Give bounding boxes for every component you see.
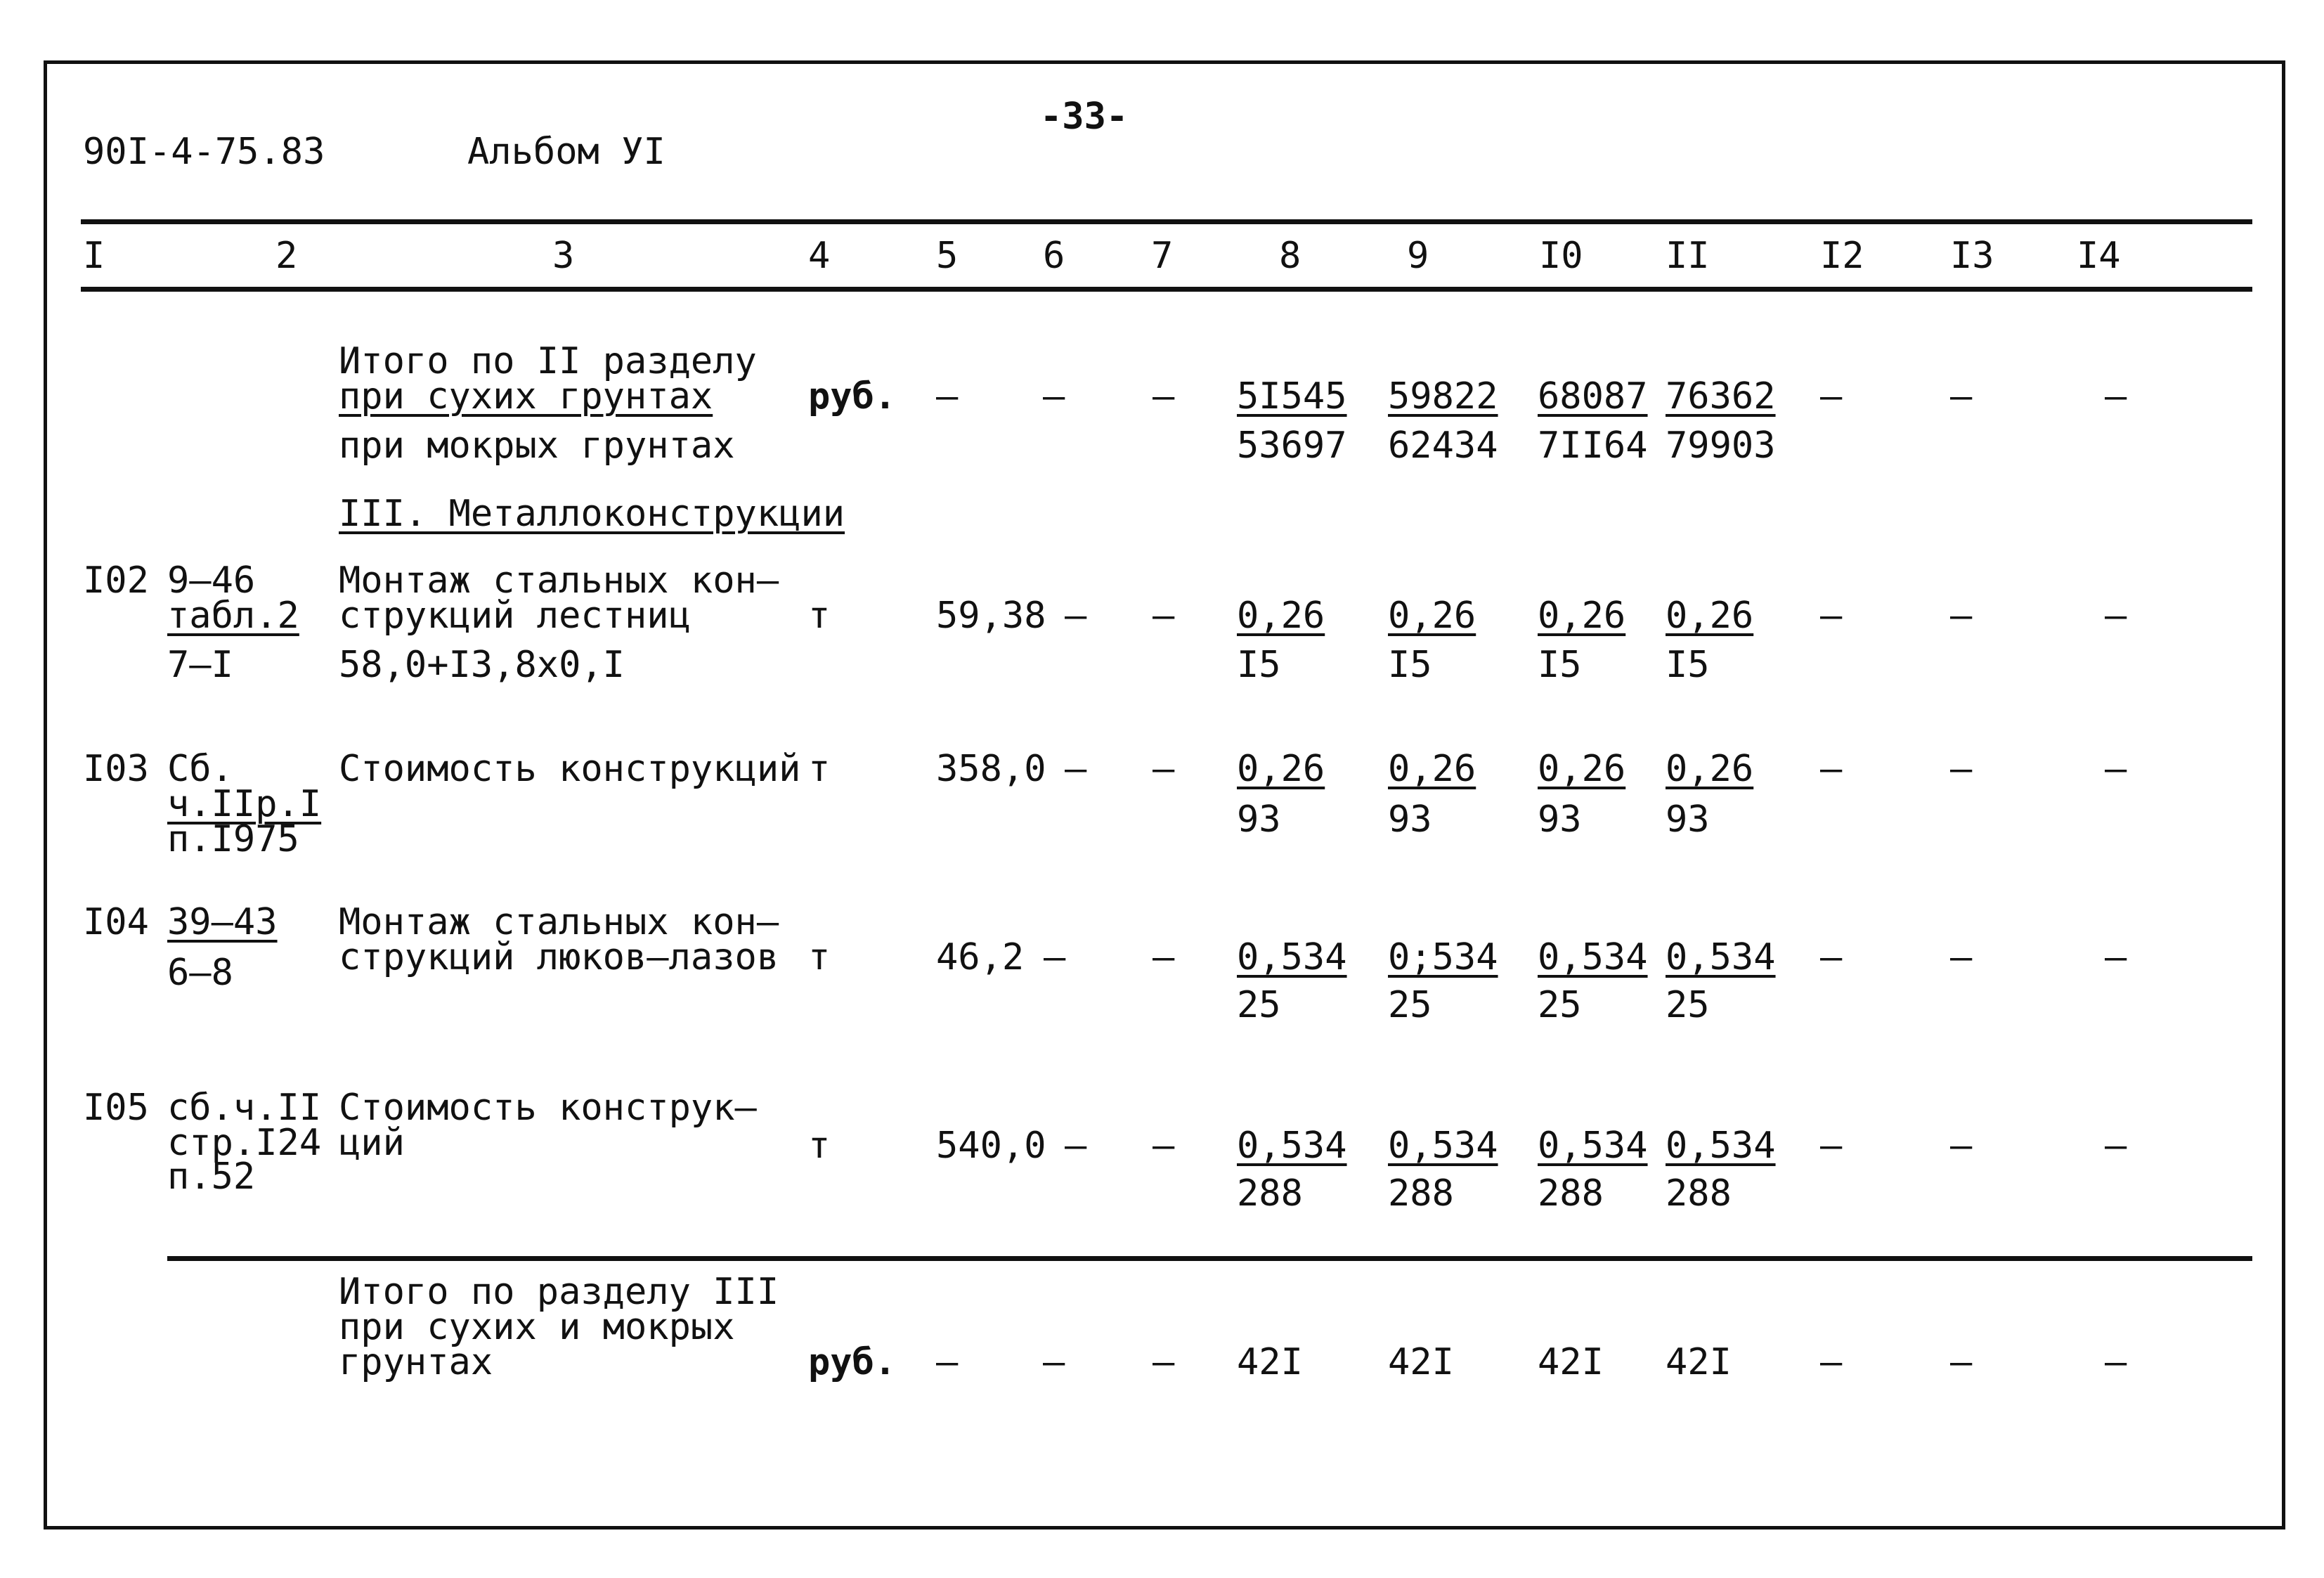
- total3-rule: [167, 1256, 2252, 1261]
- total3-title: Итого по разделу III: [339, 1271, 779, 1313]
- row-col12: –: [1820, 595, 1843, 637]
- row-ref-line1: сб.ч.II: [167, 1087, 322, 1129]
- row-col9-top: 0;534: [1388, 936, 1498, 978]
- row-col8-top: 0,534: [1237, 1125, 1347, 1167]
- row-col6: –: [1065, 595, 1087, 637]
- row-ref-line2: 6–8: [167, 952, 233, 994]
- row-col5: 46,2: [936, 936, 1025, 978]
- col-header-11: II: [1666, 235, 1710, 277]
- total2-dry-col11: 76362: [1666, 375, 1776, 418]
- row-desc-line1: Монтаж стальных кон–: [339, 560, 779, 602]
- total2-dry-col9: 59822: [1388, 375, 1498, 418]
- total2-col5: –: [936, 375, 959, 418]
- total2-col14: –: [2105, 375, 2127, 418]
- row-desc-line2: ций: [339, 1122, 405, 1164]
- row-col14: –: [2105, 1125, 2127, 1167]
- row-ref-line2: стр.I24: [167, 1122, 322, 1164]
- total2-wet-col10: 7II64: [1538, 425, 1648, 467]
- col-header-3: 3: [552, 235, 575, 277]
- total2-wet-col8: 53697: [1237, 425, 1347, 467]
- total3-line3: грунтах: [339, 1341, 493, 1383]
- col-header-6: 6: [1043, 235, 1065, 277]
- section3-heading: III. Металлоконструкции: [339, 493, 845, 535]
- row-number: I04: [83, 901, 149, 943]
- col-header-1: I: [83, 235, 105, 277]
- row-col12: –: [1820, 748, 1843, 790]
- row-ref-line1: Сб.: [167, 748, 233, 790]
- total2-dry-col10: 68087: [1538, 375, 1648, 418]
- row-unit: т: [808, 936, 831, 978]
- row-col5: 358,0: [936, 748, 1046, 790]
- row-col13: –: [1950, 748, 1973, 790]
- row-number: I05: [83, 1087, 149, 1129]
- col-header-9: 9: [1407, 235, 1429, 277]
- row-col10-top: 0,534: [1538, 936, 1648, 978]
- row-col10-bottom: 25: [1538, 984, 1582, 1026]
- col-header-7: 7: [1151, 235, 1174, 277]
- row-ref-line3: п.52: [167, 1156, 256, 1198]
- row-col9-bottom: 288: [1388, 1172, 1454, 1215]
- total3-col10: 42I: [1538, 1341, 1604, 1383]
- row-col9-top: 0,26: [1388, 748, 1476, 790]
- total2-dry-col8: 5I545: [1237, 375, 1347, 418]
- row-col10-top: 0,534: [1538, 1125, 1648, 1167]
- document-code: 90I-4-75.83: [83, 131, 325, 173]
- row-desc-line1: Монтаж стальных кон–: [339, 901, 779, 943]
- total3-col11: 42I: [1666, 1341, 1732, 1383]
- col-header-8: 8: [1279, 235, 1301, 277]
- row-col10-bottom: I5: [1538, 644, 1582, 686]
- row-col9-top: 0,26: [1388, 595, 1476, 637]
- row-col11-top: 0,534: [1666, 936, 1776, 978]
- row-unit: т: [808, 595, 831, 637]
- col-header-2: 2: [275, 235, 298, 277]
- row-col13: –: [1950, 595, 1973, 637]
- col-header-5: 5: [936, 235, 959, 277]
- row-col9-bottom: 93: [1388, 798, 1432, 841]
- row-col14: –: [2105, 595, 2127, 637]
- row-desc-line2: струкций лестниц: [339, 595, 691, 637]
- total3-col13: –: [1950, 1341, 1973, 1383]
- row-col8-top: 0,26: [1237, 595, 1325, 637]
- col-header-12: I2: [1820, 235, 1864, 277]
- total3-col8: 42I: [1237, 1341, 1303, 1383]
- total3-col5: –: [936, 1341, 959, 1383]
- row-col14: –: [2105, 936, 2127, 978]
- row-col11-top: 0,534: [1666, 1125, 1776, 1167]
- header-rule-top: [81, 219, 2252, 224]
- total3-col6: –: [1043, 1341, 1065, 1383]
- row-col7: –: [1153, 595, 1175, 637]
- col-header-10: I0: [1539, 235, 1583, 277]
- row-col13: –: [1950, 936, 1973, 978]
- page-number: -33-: [1040, 96, 1129, 138]
- row-number: I02: [83, 560, 149, 602]
- total2-col12: –: [1820, 375, 1843, 418]
- row-ref-line1: 39–43: [167, 901, 278, 943]
- row-col11-bottom: I5: [1666, 644, 1710, 686]
- col-header-13: I3: [1950, 235, 1994, 277]
- total2-col13: –: [1950, 375, 1973, 418]
- header-rule-bottom: [81, 287, 2252, 292]
- total2-unit: руб.: [808, 375, 897, 418]
- row-col8-bottom: 25: [1237, 984, 1281, 1026]
- col-header-14: I4: [2077, 235, 2121, 277]
- row-col11-top: 0,26: [1666, 595, 1754, 637]
- row-col8-top: 0,534: [1237, 936, 1347, 978]
- total2-wet-col9: 62434: [1388, 425, 1498, 467]
- row-col13: –: [1950, 1125, 1973, 1167]
- row-unit: т: [808, 1125, 831, 1167]
- total3-col9: 42I: [1388, 1341, 1454, 1383]
- row-desc-line1: Стоимость конструкций: [339, 748, 801, 790]
- total2-wet-col11: 79903: [1666, 425, 1776, 467]
- row-col14: –: [2105, 748, 2127, 790]
- row-desc-line3: 58,0+I3,8x0,I: [339, 644, 625, 686]
- col-header-4: 4: [808, 235, 831, 277]
- row-col10-bottom: 93: [1538, 798, 1582, 841]
- row-col12: –: [1820, 936, 1843, 978]
- total3-col12: –: [1820, 1341, 1843, 1383]
- row-desc-line2: струкций люков–лазов: [339, 936, 779, 978]
- row-col8-bottom: 93: [1237, 798, 1281, 841]
- row-col11-bottom: 25: [1666, 984, 1710, 1026]
- row-ref-line2: ч.IIр.I: [167, 783, 322, 825]
- row-col6: –: [1065, 1125, 1087, 1167]
- total2-wet-label: при мокрых грунтах: [339, 425, 735, 467]
- row-col8-top: 0,26: [1237, 748, 1325, 790]
- row-col10-bottom: 288: [1538, 1172, 1604, 1215]
- row-col9-bottom: 25: [1388, 984, 1432, 1026]
- row-col7: –: [1153, 748, 1175, 790]
- row-col9-top: 0,534: [1388, 1125, 1498, 1167]
- row-number: I03: [83, 748, 149, 790]
- row-col8-bottom: I5: [1237, 644, 1281, 686]
- row-col9-bottom: I5: [1388, 644, 1432, 686]
- row-col10-top: 0,26: [1538, 748, 1626, 790]
- row-col11-bottom: 93: [1666, 798, 1710, 841]
- row-col8-bottom: 288: [1237, 1172, 1303, 1215]
- row-col10-top: 0,26: [1538, 595, 1626, 637]
- row-desc-line1: Стоимость конструк–: [339, 1087, 757, 1129]
- row-ref-line3: 7–I: [167, 644, 233, 686]
- row-col6: –: [1044, 936, 1066, 978]
- row-ref-line3: п.I975: [167, 818, 299, 860]
- row-col5: 540,0: [936, 1125, 1046, 1167]
- total3-col14: –: [2105, 1341, 2127, 1383]
- row-unit: т: [808, 748, 831, 790]
- row-col5: 59,38: [936, 595, 1046, 637]
- row-col11-top: 0,26: [1666, 748, 1754, 790]
- row-ref-line1: 9–46: [167, 560, 256, 602]
- total3-col7: –: [1153, 1341, 1175, 1383]
- row-ref-line2: табл.2: [167, 595, 299, 637]
- total2-title: Итого по II разделу: [339, 340, 757, 382]
- row-col7: –: [1153, 936, 1175, 978]
- row-col6: –: [1065, 748, 1087, 790]
- album-label: Альбом УI: [467, 131, 666, 173]
- total2-col7: –: [1153, 375, 1175, 418]
- total2-col6: –: [1043, 375, 1065, 418]
- total3-unit: руб.: [808, 1341, 897, 1383]
- row-col12: –: [1820, 1125, 1843, 1167]
- total2-dry-label: при сухих грунтах: [339, 375, 713, 418]
- row-col11-bottom: 288: [1666, 1172, 1732, 1215]
- total3-line2: при сухих и мокрых: [339, 1306, 735, 1348]
- row-col7: –: [1153, 1125, 1175, 1167]
